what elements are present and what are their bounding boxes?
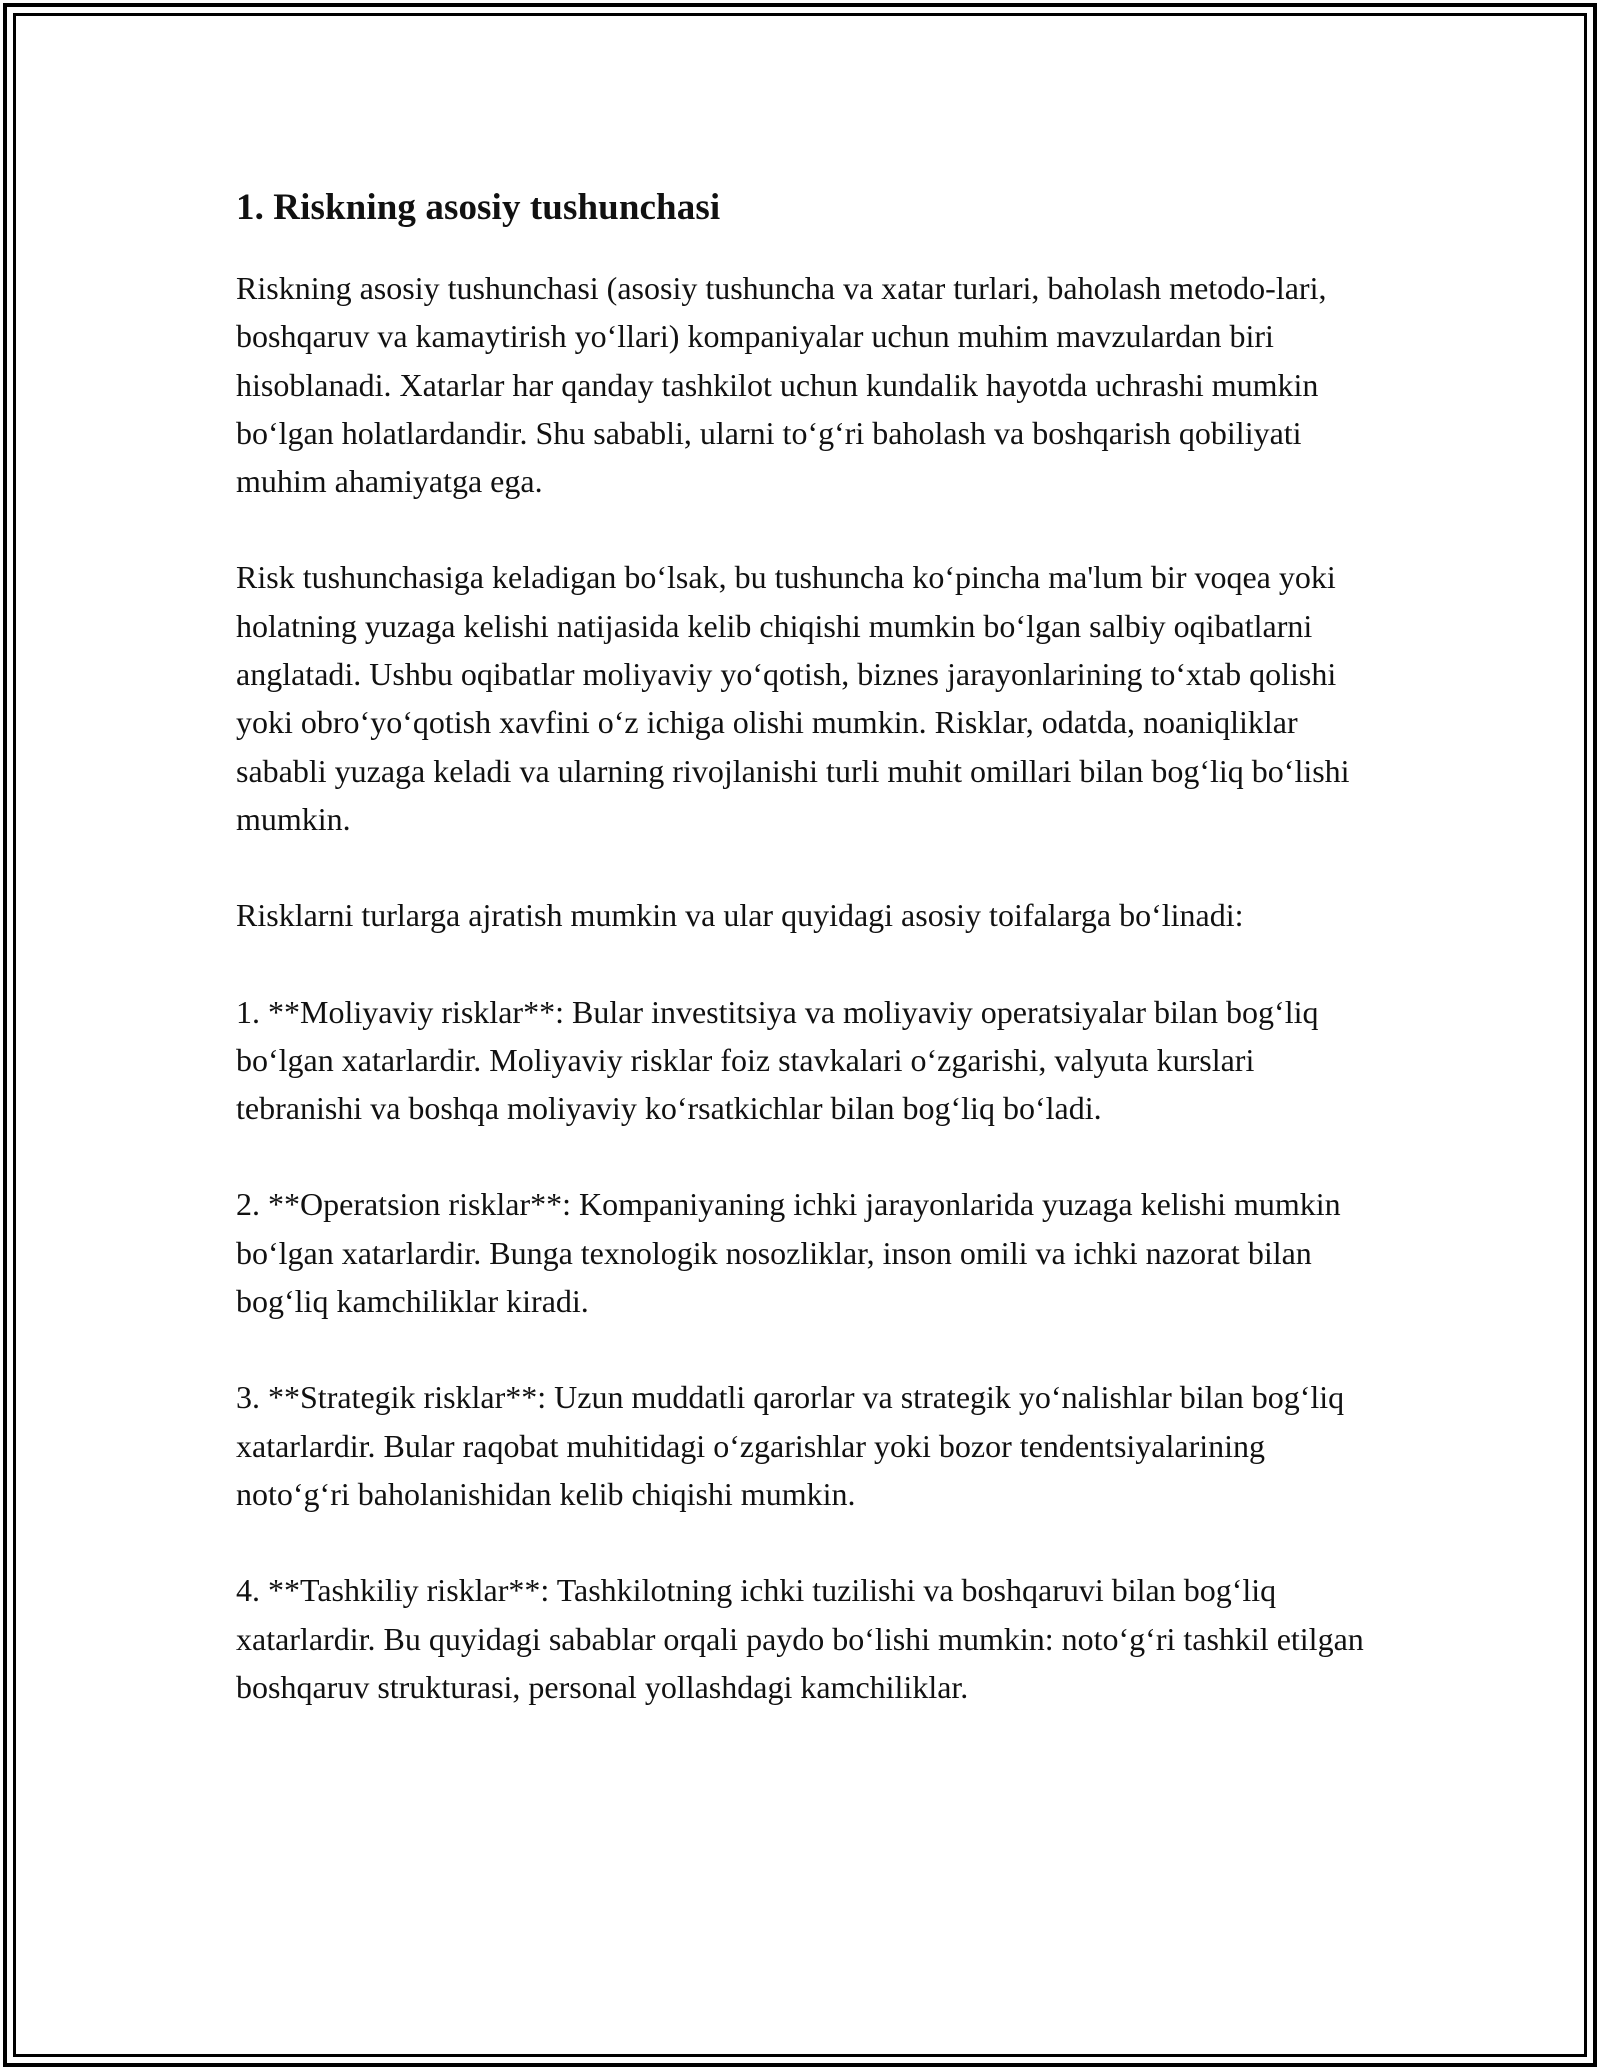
intro-paragraph: Riskning asosiy tushunchasi (asosiy tushuncha va xatar turlari, baholash metodo-lari, boshqaruv va kamaytirish yo‘llari) kompaniyalar uchun muhim mavzulardan biri hisoblanadi. Xatarlar har qanday tashkilot uchun kundalik hayotda uchrashi mumkin bo‘lgan holatlardandir. Shu sababli, ularni to‘g‘ri baholash va boshqarish qobiliyati muhim ahamiyatga ega. bbox=[236, 270, 1327, 500]
document-body bbox=[236, 184, 1366, 1711]
strategic-risk-paragraph: 3. **Strategik risklar**: Uzun muddatli qarorlar va strategik yo‘nalishlar bilan bog‘liq xatarlardir. Bular raqobat muhitidagi o‘zgarishlar yoki bozor tendentsiyalarining noto‘g‘ri baholanishidan kelib chiqishi mumkin. bbox=[236, 1379, 1345, 1512]
operational-risk-paragraph: 2. **Operatsion risklar**: Kompaniyaning ichki jarayonlarida yuzaga kelishi mumkin bo‘lgan xatarlardir. Bunga texnologik nosozliklar, inson omili va ichki nazorat bilan bog‘liq kamchiliklar kiradi. bbox=[236, 1186, 1341, 1320]
risk-definition-paragraph: Risk tushunchasiga keladigan bo‘lsak, bu tushuncha ko‘pincha ma'lum bir voqea yoki holatning yuzaga kelishi natijasida kelib chiqishi mumkin bo‘lgan salbiy oqibatlarni anglatadi. Ushbu oqibatlar moliyaviy yo‘qotish, biznes jarayonlarining to‘xtab qolishi yoki obro‘yo‘qotish xavfini o‘z ichiga olishi mumkin. Risklar, odatda, noaniqliklar sababli yuzaga keladi va ularning rivojlanishi turli muhit omillari bilan bog‘liq bo‘lishi mumkin. bbox=[236, 559, 1350, 837]
financial-risk-paragraph: 1. **Moliyaviy risklar**: Bular investitsiya va moliyaviy operatsiyalar bilan bog‘liq bo‘lgan xatarlardir. Moliyaviy risklar foiz stavkalari o‘zgarishi, valyuta kurslari tebranishi va boshqa moliyaviy ko‘rsatkichlar bilan bog‘liq bo‘ladi. bbox=[236, 993, 1319, 1127]
risk-types-intro-paragraph: Risklarni turlarga ajratish mumkin va ular quyidagi asosiy toifalarga bo‘linadi: bbox=[236, 897, 1244, 934]
document-title: 1. Riskning asosiy tushunchasi bbox=[236, 187, 721, 228]
organizational-risk-paragraph: 4. **Tashkiliy risklar**: Tashkilotning ichki tuzilishi va boshqaruvi bilan bog‘liq xatarlardir. Bu quyidagi sabablar orqali paydo bo‘lishi mumkin: noto‘g‘ri tashkil etilgan boshqaruv strukturasi, personal yollashdagi kamchiliklar. bbox=[236, 1572, 1364, 1705]
